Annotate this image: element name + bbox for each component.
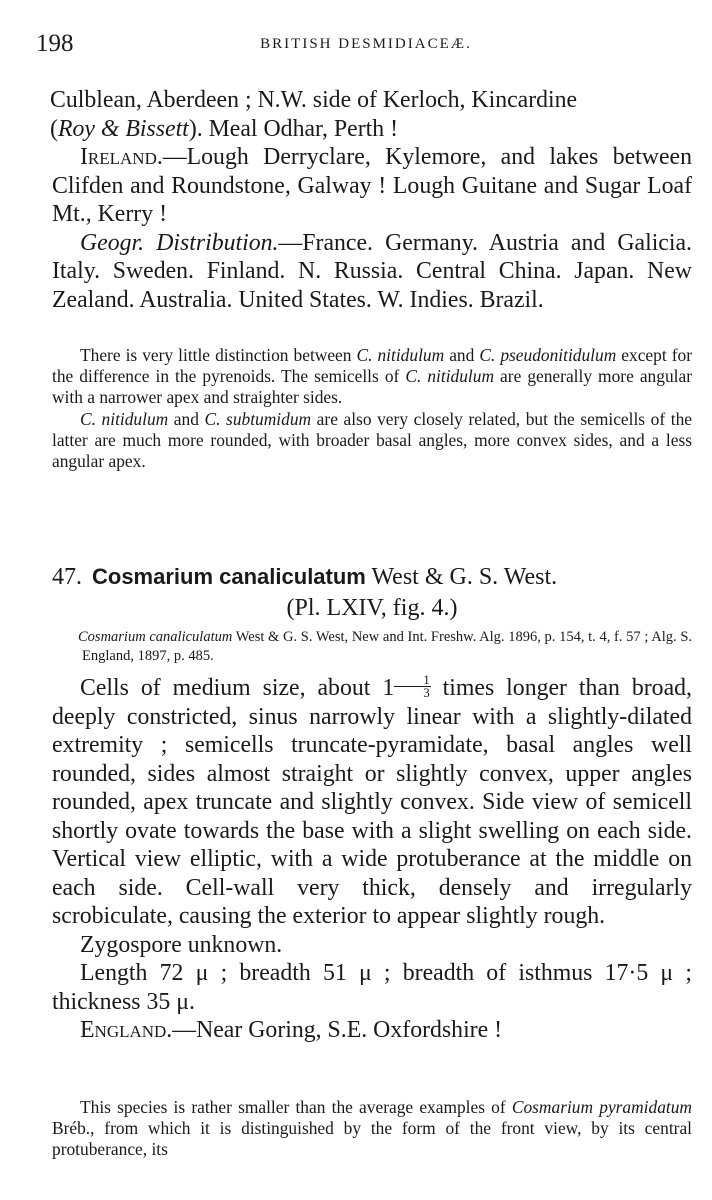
fraction-one-third: $\frac{1}{3}$ bbox=[394, 674, 431, 699]
ireland-localities: Ireland.—Lough Derryclare, Kylemore, and lakes between Clifden and Roundstone, Galway ! Lough Guitane and Sugar Loaf Mt., Kerry ! bbox=[52, 144, 692, 227]
geogr-label: Geogr. Distribution. bbox=[80, 229, 279, 256]
description: Cells of medium size, about 1 $\frac{1}{3}$ times longer than broad, deeply constricted, sinus narrowly linear with a slightly-dilated extremity ; semicells truncate-pyramidate, basal angles well rounded, sides almost straight or slightly convex, upper angles rounded, apex truncate and slightly convex. Side view of semicell shortly ovate towards the base with a slight swelling on each side. Vertical view elliptic, with a wide protuberance at the middle on each side. Cell-wall very thick, densely and irregularly scrobiculate, causing the exterior to appear slightly rough. bbox=[52, 672, 692, 929]
ireland-label: Ireland. bbox=[80, 144, 163, 170]
page-header bbox=[36, 30, 696, 66]
england-label: England. bbox=[80, 1017, 173, 1043]
species-name: Cosmarium canaliculatum bbox=[92, 564, 366, 589]
citation-name: Cosmarium canaliculatum bbox=[78, 629, 233, 645]
page-number: 198 bbox=[36, 30, 74, 57]
england-locality: England.—Near Goring, S.E. Oxfordshire ! bbox=[80, 1017, 503, 1043]
species-authority: West & G. S. West. bbox=[365, 564, 558, 590]
zygospore-note: Zygospore unknown. bbox=[80, 931, 283, 958]
species-number: 47. bbox=[52, 564, 82, 590]
note-paragraph-1: There is very little distinction between C. nitidulum and C. pseudonitidulum except for the difference in the pyrenoids. The semicells of C. nitidulum are generally more angular with a narrower apex and straighter sides. C. nitidulum and C. subtumidum are also very closely related, but the semicells of the latter are much more rounded, with broader basal angles, more convex sides, and a less angular apex. bbox=[52, 345, 692, 472]
note-paragraph-3: This species is rather smaller than the average examples of Cosmarium pyramidatum Bréb., from which it is distinguished by the form of the front view, by its central protuberance, its bbox=[52, 1097, 692, 1160]
species-heading bbox=[52, 562, 692, 592]
citation: Cosmarium canaliculatum West & G. S. West, New and Int. Freshw. Alg. 1896, p. 154, t. 4, f. 57 ; Alg. S. England, 1897, p. 485. bbox=[78, 629, 693, 664]
plate-reference: (Pl. LXIV, fig. 4.) bbox=[286, 595, 458, 621]
measurements: Length 72 μ ; breadth 51 μ ; breadth of isthmus 17·5 μ ; thickness 35 μ. bbox=[52, 960, 692, 1015]
geographic-distribution: Geogr. Distribution.—France. Germany. Austria and Galicia. Italy. Sweden. Finland. N. Russia. Central China. Japan. New Zealand. Australia. United States. W. Indies. Brazil. bbox=[52, 229, 692, 313]
note-paragraph-2: C. nitidulum and C. subtumidum are also very closely related, but the semicells of the latter are much more rounded, with broader basal angles, more convex sides, and a less angular apex. bbox=[52, 408, 692, 472]
distribution-block bbox=[52, 86, 692, 314]
collector-names: Roy & Bissett bbox=[57, 115, 189, 142]
running-title: BRITISH DESMIDIACEÆ. bbox=[260, 36, 472, 52]
locality-line: Culblean, Aberdeen ; N.W. side of Kerloch, Kincardine (Roy & Bissett). Meal Odhar, Perth ! bbox=[50, 87, 578, 142]
description-block bbox=[52, 674, 692, 1045]
